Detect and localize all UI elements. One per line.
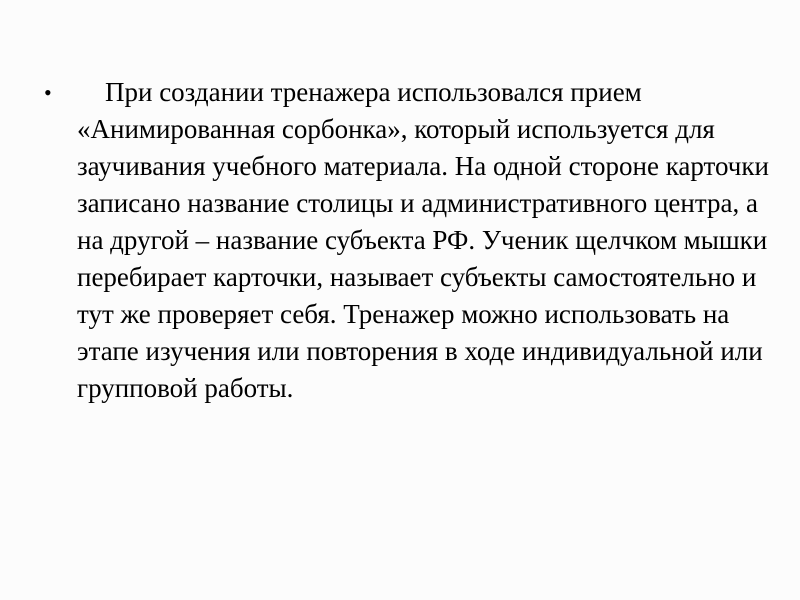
bullet-paragraph: При создании тренажера использовался прием «Анимированная сорбонка», который используется для заучивания учебного материала. На одной стороне карточки записано название столицы и административного центра, а на другой – название субъекта РФ. Ученик щелчком мышки перебирает карточки, называет субъекты самостоятельно и тут же проверяет себя. Тренажер можно использовать на этапе изучения или повторения в ходе индивидуальной или групповой работы. xyxy=(77,77,769,403)
bullet-marker: • xyxy=(44,80,52,105)
bullet-item xyxy=(44,74,774,407)
